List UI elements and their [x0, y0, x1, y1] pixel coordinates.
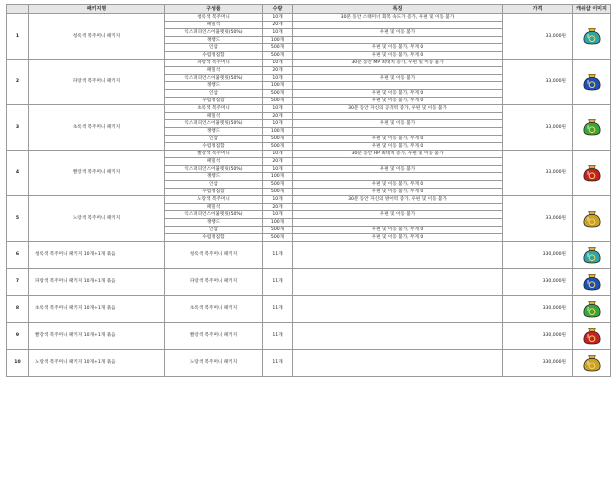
item-name: 익스퍼피언스어뮬렛릿(50%) [165, 74, 263, 82]
bundle-name: 초록색 복주머니 패키지 10개+1개 묶음 [29, 295, 165, 322]
bundle-feature [293, 295, 503, 322]
package-image [573, 196, 611, 242]
package-image [573, 14, 611, 60]
item-quantity: 100개 [263, 219, 293, 227]
item-quantity: 500개 [263, 44, 293, 52]
item-quantity: 20개 [263, 112, 293, 120]
item-name: 인삼 [165, 226, 263, 234]
item-feature: 우편 및 이동 불가 [293, 211, 503, 219]
bundle-name: 노랑색 복주머니 패키지 10개+1개 묶음 [29, 349, 165, 376]
item-quantity: 10개 [263, 211, 293, 219]
item-feature: 우편 및 이동 불가, 무게 0 [293, 188, 503, 196]
bundle-row [7, 322, 611, 349]
item-quantity: 10개 [263, 165, 293, 173]
red-pouch-icon [581, 325, 603, 347]
blue-pouch-icon [581, 71, 603, 93]
bundle-feature [293, 268, 503, 295]
header-shop-image: 캐쉬샵 이미지 [573, 5, 611, 14]
item-quantity: 10개 [263, 14, 293, 22]
bundle-row [7, 295, 611, 322]
bundle-quantity: 11개 [263, 268, 293, 295]
bundle-image [573, 322, 611, 349]
bundle-name: 빨강색 복주머니 패키지 10개+1개 묶음 [29, 322, 165, 349]
item-feature [293, 219, 503, 227]
item-name: 수렵정집함 [165, 97, 263, 105]
bundle-price: 330,000원 [503, 268, 573, 295]
item-feature [293, 158, 503, 166]
bundle-number: 10 [7, 349, 29, 376]
package-name: 빨강색 복주머니 패키지 [29, 150, 165, 196]
item-quantity: 10개 [263, 120, 293, 128]
item-name: 수렵정집함 [165, 188, 263, 196]
package-row [7, 59, 611, 67]
item-feature [293, 127, 503, 135]
yellow-pouch-icon [581, 352, 603, 374]
blue-pouch-icon [581, 271, 603, 293]
item-feature: 우편 및 이동 불가, 무게 0 [293, 135, 503, 143]
item-feature: 우편 및 이동 불가, 무게 0 [293, 44, 503, 52]
item-quantity: 10개 [263, 196, 293, 204]
item-name: 패밀석 [165, 112, 263, 120]
item-feature [293, 112, 503, 120]
item-feature [293, 67, 503, 75]
header-contents: 구성품 [165, 5, 263, 14]
item-name: 익스퍼피언스어뮬렛릿(50%) [165, 211, 263, 219]
item-name: 인삼 [165, 44, 263, 52]
item-name: 패밀석 [165, 158, 263, 166]
item-feature: 우편 및 이동 불가, 무게 0 [293, 89, 503, 97]
item-name: 노랑색 복주머니 [165, 196, 263, 204]
item-quantity: 500개 [263, 188, 293, 196]
item-quantity: 500개 [263, 51, 293, 59]
item-quantity: 10개 [263, 74, 293, 82]
bundle-image [573, 268, 611, 295]
package-row [7, 105, 611, 113]
item-name: 수렵정집함 [165, 51, 263, 59]
bundle-item: 노랑색 복주머니 패키지 [165, 349, 263, 376]
bundle-number: 7 [7, 268, 29, 295]
bundle-quantity: 11개 [263, 349, 293, 376]
bundle-image [573, 295, 611, 322]
item-feature: 우편 및 이동 불가 [293, 120, 503, 128]
package-row [7, 150, 611, 158]
item-feature: 30분 동안 HP 최대치 증가, 우편 및 이동 불가 [293, 150, 503, 158]
item-quantity: 10개 [263, 150, 293, 158]
bundle-number: 8 [7, 295, 29, 322]
package-price: 33,000원 [503, 105, 573, 151]
item-feature: 우편 및 이동 불가 [293, 74, 503, 82]
package-price-table [6, 4, 611, 377]
package-price: 33,000원 [503, 14, 573, 60]
item-name: 익스퍼피언스어뮬렛릿(50%) [165, 165, 263, 173]
bundle-item: 청록색 복주머니 패키지 [165, 241, 263, 268]
bundle-item: 빨강색 복주머니 패키지 [165, 322, 263, 349]
header-quantity: 수량 [263, 5, 293, 14]
bundle-name: 청록색 복주머니 패키지 10개+1개 묶음 [29, 241, 165, 268]
item-name: 익스퍼피언스어뮬렛릿(50%) [165, 120, 263, 128]
bundle-feature [293, 322, 503, 349]
item-name: 수렵정집함 [165, 234, 263, 242]
item-quantity: 100개 [263, 36, 293, 44]
bundle-number: 6 [7, 241, 29, 268]
bundle-item: 초록색 복주머니 패키지 [165, 295, 263, 322]
package-name: 노랑색 복주머니 패키지 [29, 196, 165, 242]
item-name: 쟁행드 [165, 127, 263, 135]
item-name: 패밀석 [165, 21, 263, 29]
bundle-feature [293, 241, 503, 268]
item-feature: 30분 동안 스태미너 회복 속도가 증가, 우편 및 이동 불가 [293, 14, 503, 22]
item-quantity: 20개 [263, 67, 293, 75]
item-feature: 30분 동안 자신의 방어력 증가, 우편 및 이동 불가 [293, 196, 503, 204]
item-quantity: 10개 [263, 59, 293, 67]
header-row [7, 5, 611, 14]
bundle-image [573, 241, 611, 268]
bundle-name: 파랑색 복주머니 패키지 10개+1개 묶음 [29, 268, 165, 295]
item-name: 쟁행드 [165, 219, 263, 227]
item-quantity: 500개 [263, 135, 293, 143]
bundle-row [7, 349, 611, 376]
item-name: 인삼 [165, 89, 263, 97]
item-name: 인삼 [165, 181, 263, 189]
item-quantity: 500개 [263, 143, 293, 151]
green-pouch-icon [581, 298, 603, 320]
item-feature: 우편 및 이동 불가, 무게 0 [293, 181, 503, 189]
item-name: 패밀석 [165, 203, 263, 211]
yellow-pouch-icon [581, 208, 603, 230]
item-quantity: 500개 [263, 226, 293, 234]
bundle-number: 9 [7, 322, 29, 349]
bundle-price: 330,000원 [503, 295, 573, 322]
package-number: 3 [7, 105, 29, 151]
item-quantity: 10개 [263, 29, 293, 37]
package-number: 1 [7, 14, 29, 60]
package-price: 33,000원 [503, 150, 573, 196]
bundle-row [7, 241, 611, 268]
bundle-quantity: 11개 [263, 241, 293, 268]
bundle-price: 330,000원 [503, 322, 573, 349]
item-feature: 우편 및 이동 불가, 무게 0 [293, 226, 503, 234]
bundle-quantity: 11개 [263, 322, 293, 349]
item-quantity: 20개 [263, 158, 293, 166]
item-feature: 우편 및 이동 불가, 무게 0 [293, 97, 503, 105]
red-pouch-icon [581, 162, 603, 184]
item-name: 패밀석 [165, 67, 263, 75]
package-number: 5 [7, 196, 29, 242]
item-quantity: 500개 [263, 234, 293, 242]
item-name: 수렵정집함 [165, 143, 263, 151]
item-name: 쟁행드 [165, 173, 263, 181]
bundle-row [7, 268, 611, 295]
header-no [7, 5, 29, 14]
bundle-price: 330,000원 [503, 349, 573, 376]
item-feature: 우편 및 이동 불가, 무게 0 [293, 51, 503, 59]
bundle-feature [293, 349, 503, 376]
item-quantity: 100개 [263, 173, 293, 181]
item-feature: 우편 및 이동 불가, 무게 0 [293, 143, 503, 151]
package-number: 2 [7, 59, 29, 105]
bundle-quantity: 11개 [263, 295, 293, 322]
item-quantity: 10개 [263, 105, 293, 113]
package-image [573, 150, 611, 196]
item-quantity: 500개 [263, 89, 293, 97]
item-name: 쟁행드 [165, 36, 263, 44]
item-quantity: 20개 [263, 203, 293, 211]
item-quantity: 100개 [263, 127, 293, 135]
package-image [573, 59, 611, 105]
package-name: 파랑색 복주머니 패키지 [29, 59, 165, 105]
item-feature: 우편 및 이동 불가, 무게 0 [293, 234, 503, 242]
header-features: 특징 [293, 5, 503, 14]
bundle-image [573, 349, 611, 376]
teal-pouch-icon [581, 25, 603, 47]
package-number: 4 [7, 150, 29, 196]
item-name: 빨강색 복주머니 [165, 150, 263, 158]
teal-pouch-icon [581, 244, 603, 266]
item-name: 쟁행드 [165, 82, 263, 90]
package-row [7, 14, 611, 22]
package-price: 33,000원 [503, 59, 573, 105]
item-feature [293, 173, 503, 181]
item-feature [293, 203, 503, 211]
item-quantity: 20개 [263, 21, 293, 29]
item-feature [293, 36, 503, 44]
item-feature: 30분 동안 자신의 공격력 증가, 우편 및 이동 불가 [293, 105, 503, 113]
package-image [573, 105, 611, 151]
item-name: 익스퍼피언스어뮬렛릿(50%) [165, 29, 263, 37]
green-pouch-icon [581, 116, 603, 138]
item-feature: 30분 동안 MP 최대치 증가, 우편 및 이동 불가 [293, 59, 503, 67]
package-name: 청록색 복주머니 패키지 [29, 14, 165, 60]
header-package-name: 패키지명 [29, 5, 165, 14]
item-quantity: 500개 [263, 97, 293, 105]
package-name: 초록색 복주머니 패키지 [29, 105, 165, 151]
item-feature: 우편 및 이동 불가 [293, 165, 503, 173]
item-quantity: 500개 [263, 181, 293, 189]
package-row [7, 196, 611, 204]
item-name: 초록색 복주머니 [165, 105, 263, 113]
item-feature [293, 21, 503, 29]
bundle-item: 파랑색 복주머니 패키지 [165, 268, 263, 295]
item-name: 청록색 복주머니 [165, 14, 263, 22]
item-feature: 우편 및 이동 불가 [293, 29, 503, 37]
package-price: 33,000원 [503, 196, 573, 242]
item-name: 파랑색 복주머니 [165, 59, 263, 67]
bundle-price: 330,000원 [503, 241, 573, 268]
item-quantity: 100개 [263, 82, 293, 90]
item-name: 인삼 [165, 135, 263, 143]
item-feature [293, 82, 503, 90]
header-price: 가격 [503, 5, 573, 14]
